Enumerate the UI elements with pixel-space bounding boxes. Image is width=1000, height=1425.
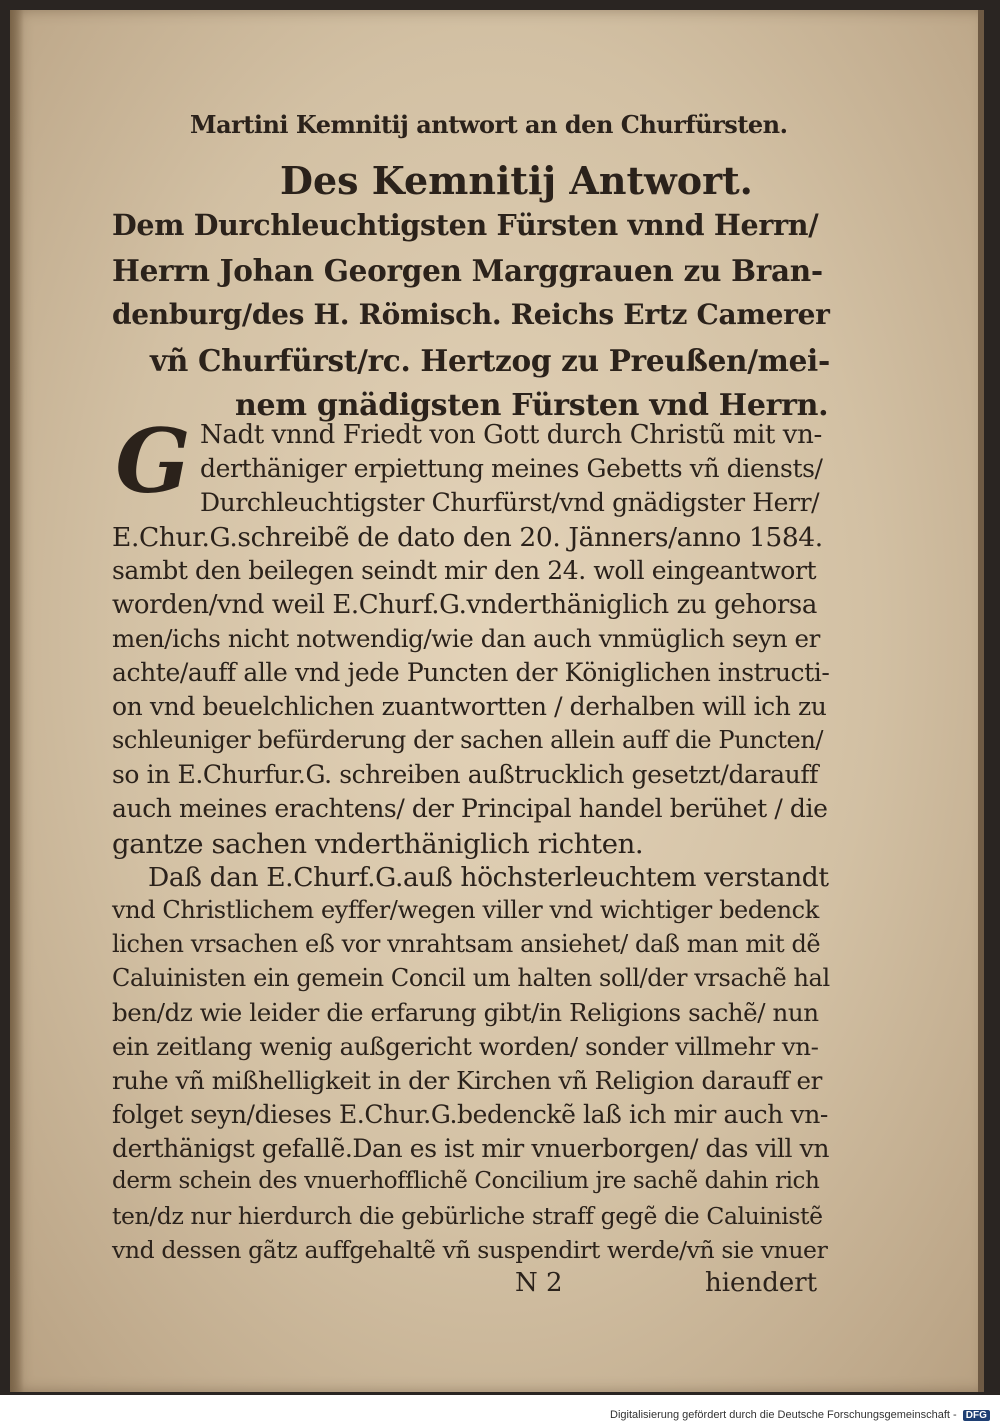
drop-cap-initial: G: [115, 409, 191, 513]
body-text-line: so in E.Churfur.G. schreiben außtrucklich gesetzt/darauff: [112, 760, 819, 789]
running-head: Martini Kemnitij antwort an den Churfürsten.: [190, 110, 788, 139]
body-text-line: ten/dz nur hierdurch die gebürliche straff gegẽ die Caluinistẽ: [112, 1202, 823, 1230]
dedication-line: nem gnädigsten Fürsten vnd Herrn.: [235, 388, 829, 423]
dedication-line: denburg/des H. Römisch. Reichs Ertz Camerer: [112, 298, 830, 331]
body-text-line: auch meines erachtens/ der Principal handel berühet / die: [112, 794, 828, 823]
body-text-line: Durchleuchtigster Churfürst/vnd gnädigster Herr/: [200, 488, 820, 517]
credit-text: Digitalisierung gefördert durch die Deutsche Forschungsgemeinschaft -: [610, 1409, 957, 1421]
body-text-line: lichen vrsachen eß vor vnrahtsam ansiehet/ daß man mit dẽ: [112, 930, 821, 958]
body-text-line: men/ichs nicht notwendig/wie dan auch vnmüglich seyn er: [112, 624, 820, 653]
body-text-line: vnd Christlichem eyffer/wegen viller vnd wichtiger bedenck: [112, 896, 819, 924]
page-gutter-shadow: [10, 10, 24, 1392]
digitization-credit: [610, 1409, 990, 1421]
body-text-line: derthäniger erpiettung meines Gebetts vñ diensts/: [200, 454, 823, 483]
body-text-line: derm schein des vnuerhofflichẽ Concilium jre sachẽ dahin rich: [112, 1168, 820, 1194]
body-text-line: derthänigst gefallẽ.Dan es ist mir vnuerborgen/ das vill vn: [112, 1134, 830, 1163]
body-text-line: Caluinisten ein gemein Concil um halten soll/der vrsachẽ hal: [112, 964, 830, 992]
body-text-line: vnd dessen gãtz auffgehaltẽ vñ suspendirt werde/vñ sie vnuer: [112, 1236, 828, 1264]
body-text-line: Nadt vnnd Friedt von Gott durch Christũ mit vn-: [200, 420, 822, 450]
body-text-line: sambt den beilegen seindt mir den 24. woll eingeantwort: [112, 556, 817, 585]
body-text-line: schleuniger befürderung der sachen allein auff die Puncten/: [112, 726, 824, 754]
body-text-line: gantze sachen vnderthäniglich richten.: [112, 828, 644, 860]
body-text-line: ben/dz wie leider die erfarung gibt/in Religions sachẽ/ nun: [112, 998, 819, 1027]
body-text-line: ruhe vñ mißhelligkeit in der Kirchen vñ Religion darauff er: [112, 1066, 822, 1095]
dedication-line: Herrn Johan Georgen Marggrauen zu Bran-: [112, 253, 823, 288]
catchword: hiendert: [705, 1268, 818, 1298]
body-text-line: on vnd beuelchlichen zuantwortten / derhalben will ich zu: [112, 692, 827, 721]
body-text-line: folget seyn/dieses E.Chur.G.bedenckẽ laß ich mir auch vn-: [112, 1100, 828, 1129]
body-text-line: Daß dan E.Churf.G.auß höchsterleuchtem verstandt: [148, 862, 829, 893]
dedication-line: vñ Churfürst/rc. Hertzog zu Preußen/mei-: [150, 343, 830, 378]
body-text-line: worden/vnd weil E.Churf.G.vnderthäniglich zu gehorsa: [112, 590, 817, 620]
page-title: Des Kemnitij Antwort.: [280, 158, 753, 203]
dedication-line: Dem Durchleuchtigsten Fürsten vnnd Herrn/: [112, 208, 819, 242]
dfg-logo: DFG: [963, 1410, 990, 1421]
signature-mark: N 2: [515, 1268, 563, 1298]
body-text-line: E.Chur.G.schreibẽ de dato den 20. Jänners/anno 1584.: [112, 522, 823, 553]
body-text-line: achte/auff alle vnd jede Puncten der Königlichen instructi-: [112, 658, 830, 687]
body-text-line: ein zeitlang wenig außgericht worden/ sonder villmehr vn-: [112, 1032, 819, 1061]
